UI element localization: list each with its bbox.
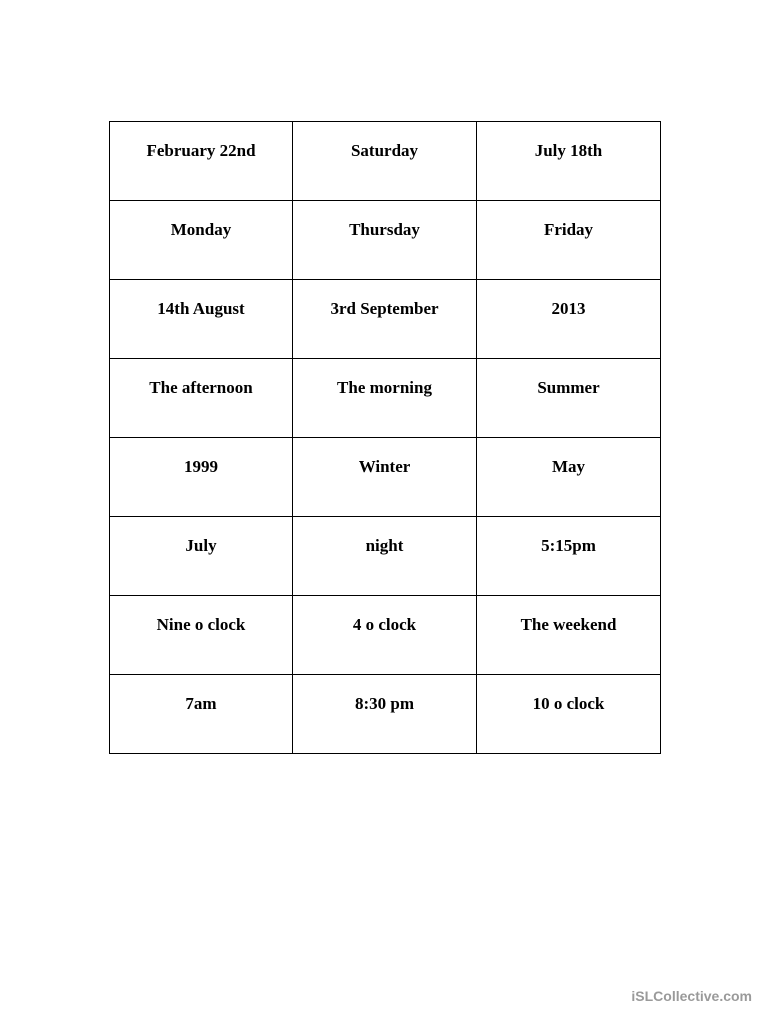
card-text: 14th August [157,299,245,318]
word-card-grid [109,121,661,754]
word-card [110,201,293,280]
card-row [110,517,661,596]
word-card [477,517,661,596]
card-text: Monday [170,220,232,239]
card-text: 4 o clock [352,615,417,634]
card-text: The weekend [520,615,617,634]
card-row [110,438,661,517]
card-text: 7am [185,694,217,713]
word-card [477,596,661,675]
word-card [477,122,661,201]
site-watermark: iSLCollective.com [631,988,752,1004]
card-text: Nine o clock [156,615,246,634]
card-text: Winter [358,457,411,476]
card-text: 1999 [184,457,218,476]
word-card [110,675,293,754]
word-card [293,675,477,754]
word-card [110,438,293,517]
card-text: July 18th [534,141,603,160]
card-text: Thursday [349,220,420,239]
card-text: 2013 [551,299,586,318]
card-text: 8:30 pm [354,694,415,713]
card-row [110,675,661,754]
word-card [477,438,661,517]
card-row [110,201,661,280]
word-card [293,438,477,517]
card-row [110,122,661,201]
word-card [293,280,477,359]
word-card [110,517,293,596]
word-card [477,359,661,438]
word-card [110,359,293,438]
card-text: The afternoon [149,378,253,397]
card-text: The morning [337,378,432,397]
card-text: 3rd September [330,299,439,318]
card-text: July [185,536,217,555]
word-card [477,201,661,280]
card-row [110,359,661,438]
word-card [293,201,477,280]
word-card [293,122,477,201]
card-text: 5:15pm [541,536,596,555]
card-text: Friday [543,220,594,239]
card-row [110,596,661,675]
word-card [293,359,477,438]
card-row [110,280,661,359]
card-text: night [365,536,404,555]
card-text: May [551,457,586,476]
word-card [110,122,293,201]
word-card [293,596,477,675]
card-text: Summer [537,378,600,397]
card-text: 10 o clock [532,694,605,713]
card-text: Saturday [350,141,419,160]
word-card [477,675,661,754]
card-text: February 22nd [146,141,256,160]
word-card [110,596,293,675]
word-card [477,280,661,359]
word-card [293,517,477,596]
word-card [110,280,293,359]
